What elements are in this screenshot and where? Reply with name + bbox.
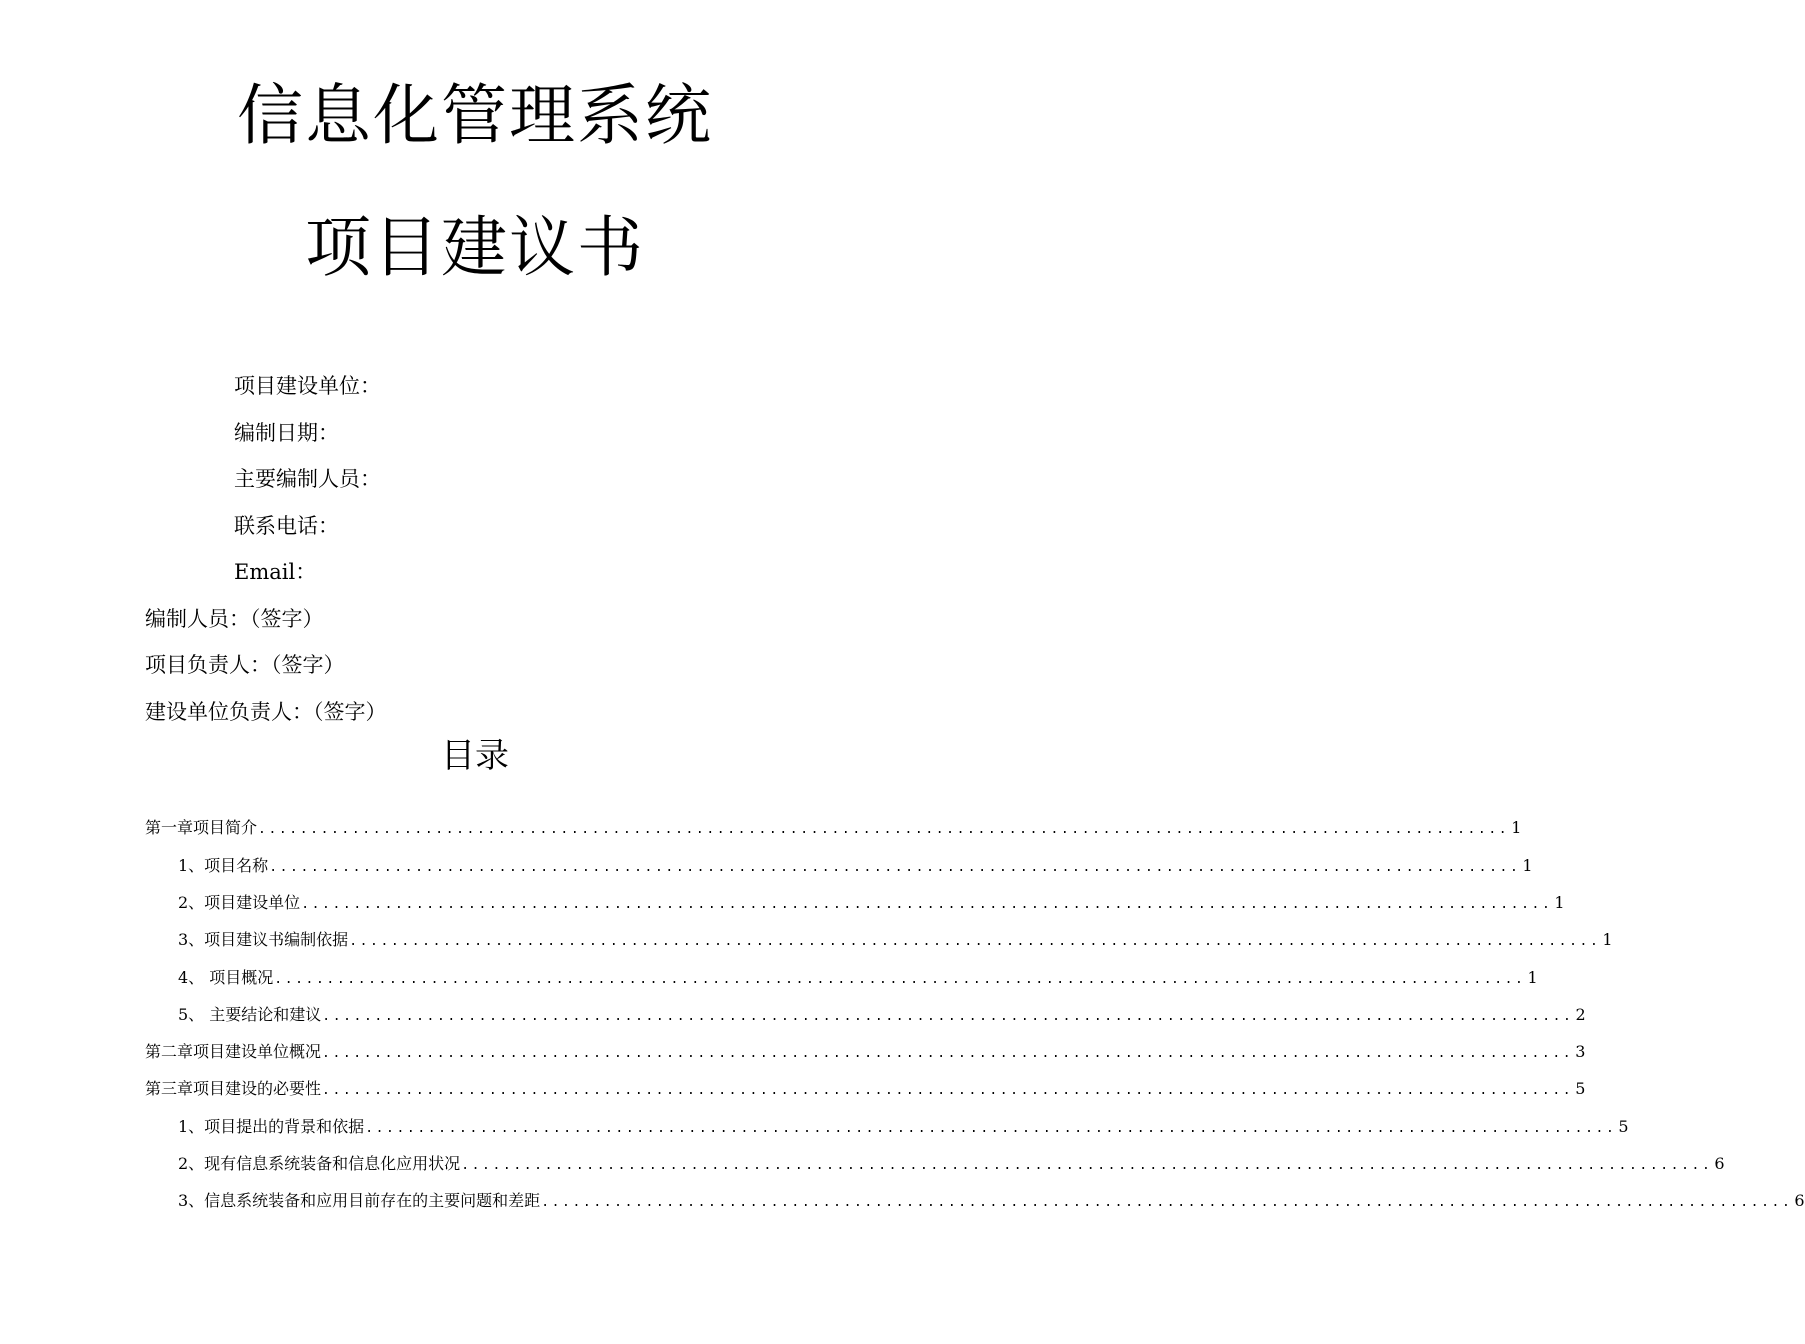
- toc-entry[interactable]: [178, 1152, 1725, 1178]
- document-title: 信息化管理系统: [237, 77, 713, 154]
- toc-dot-leader: ........................................................................................................................: [258, 822, 1510, 837]
- toc-entry[interactable]: [178, 854, 1533, 880]
- signature-project-lead: 项目负责人：（签字）: [145, 653, 345, 677]
- toc-entry-label: 4、 项目概况: [178, 968, 274, 987]
- toc-entry-page: 3: [1575, 1042, 1586, 1061]
- toc-dot-leader: ........................................................................................................................: [322, 1083, 1574, 1098]
- toc-entry-page: 5: [1618, 1117, 1629, 1136]
- toc-entry-label: 3、项目建议书编制依据: [178, 930, 349, 949]
- toc-entry-label: 第二章项目建设单位概况: [145, 1042, 322, 1061]
- toc-dot-leader: ........................................................................................................................: [541, 1195, 1793, 1210]
- field-main-compilers: 主要编制人员：: [234, 467, 381, 491]
- toc-dot-leader: ........................................................................................................................: [322, 1046, 1574, 1061]
- toc-dot-leader: ........................................................................................................................: [301, 897, 1553, 912]
- toc-entry-page: 6: [1794, 1191, 1805, 1210]
- signature-compiler: 编制人员：（签字）: [145, 607, 324, 631]
- toc-entry[interactable]: [178, 966, 1538, 992]
- document-subtitle: 项目建议书: [305, 209, 645, 286]
- toc-entry[interactable]: [178, 1115, 1629, 1141]
- toc-dot-leader: ........................................................................................................................: [274, 972, 1526, 987]
- field-compile-date: 编制日期：: [234, 421, 339, 445]
- field-construction-unit: 项目建设单位：: [234, 374, 381, 398]
- toc-entry-page: 1: [1527, 968, 1538, 987]
- toc-entry-page: 1: [1522, 856, 1533, 875]
- toc-entry[interactable]: [178, 891, 1565, 917]
- toc-entry-page: 2: [1575, 1005, 1586, 1024]
- toc-entry-label: 第一章项目简介: [145, 818, 258, 837]
- field-contact-phone: 联系电话：: [234, 514, 339, 538]
- toc-dot-leader: ........................................................................................................................: [349, 934, 1601, 949]
- toc-entry-page: 6: [1714, 1154, 1725, 1173]
- signature-unit-lead: 建设单位负责人：（签字）: [145, 700, 387, 724]
- toc-entry[interactable]: [178, 1189, 1805, 1215]
- toc-entry-label: 5、 主要结论和建议: [178, 1005, 322, 1024]
- toc-entry[interactable]: [145, 1077, 1586, 1103]
- toc-dot-leader: ........................................................................................................................: [461, 1158, 1713, 1173]
- toc-entry-label: 2、现有信息系统装备和信息化应用状况: [178, 1154, 461, 1173]
- toc-dot-leader: ........................................................................................................................: [365, 1121, 1617, 1136]
- field-email: Email：: [234, 560, 317, 584]
- toc-entry-page: 1: [1602, 930, 1613, 949]
- toc-entry-label: 1、项目提出的背景和依据: [178, 1117, 365, 1136]
- toc-entry-label: 3、信息系统装备和应用目前存在的主要问题和差距: [178, 1191, 541, 1210]
- toc-entry-page: 1: [1511, 818, 1522, 837]
- toc-dot-leader: ........................................................................................................................: [269, 860, 1521, 875]
- toc-entry[interactable]: [145, 816, 1522, 842]
- toc-entry[interactable]: [178, 1003, 1586, 1029]
- toc-entry-label: 2、项目建设单位: [178, 893, 301, 912]
- toc-entry[interactable]: [145, 1040, 1586, 1066]
- toc-entry-label: 第三章项目建设的必要性: [145, 1079, 322, 1098]
- toc-entry-page: 5: [1575, 1079, 1586, 1098]
- toc-entry-page: 1: [1554, 893, 1565, 912]
- toc-heading: 目录: [441, 736, 509, 776]
- toc-dot-leader: ........................................................................................................................: [322, 1009, 1574, 1024]
- toc-entry-label: 1、项目名称: [178, 856, 269, 875]
- toc-entry[interactable]: [178, 928, 1613, 954]
